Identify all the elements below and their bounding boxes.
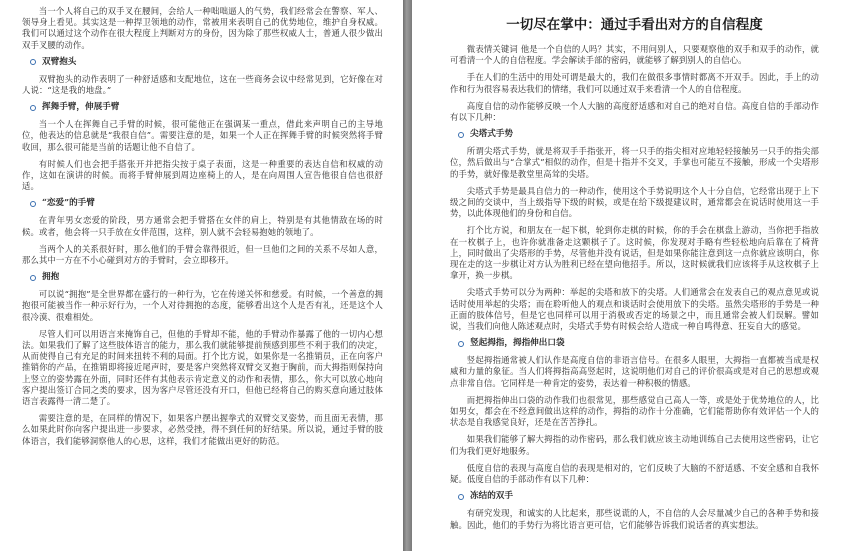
section-heading [30, 102, 383, 113]
paragraph: 需要注意的是，在同样的情况下，如果客户摆出握拳式的双臂交叉姿势，而且面无表情，那么如果此时你向客户提出进一步要求，必然受挫，得不到任何的好结果。所以说，通过手臂的肢体语言，我们能够洞察他人的心思，这样，我们才能做出更好的防范。 [22, 413, 383, 446]
paragraph: 双臂抱头的动作表明了一种舒适感和支配地位，这在一些商务会议中经常见到，它好像在对人说：“这是我的地盘。” [22, 73, 383, 96]
paragraph: 当一个人在挥舞自己手臂的时候，很可能他正在强调某一重点，借此来声明自己的主导地位，他表达的信息就是“我很自信”。需要注意的是，如果一个人正在挥舞手臂的时候突然将手臂收回，那么很可能是当前的话题让他不自信了。 [22, 119, 383, 152]
section-heading-text: 双臂抱头 [42, 56, 77, 67]
section-heading-text: “恋爱”的手臂 [42, 198, 95, 209]
section-heading [458, 338, 819, 349]
bullet-circle-icon [30, 59, 36, 65]
page-title: 一切尽在掌中：通过手看出对方的自信程度 [506, 17, 763, 33]
right-page [412, 0, 843, 551]
section-heading-text: 竖起拇指，拇指伸出口袋 [470, 338, 565, 349]
paragraph: 尖塔式手势是最具自信力的一种动作，使用这个手势说明这个人十分自信，它经常出现于上下级之间的交谈中，当上级指导下级的时候，或是在给下级提建议时，通常都会在说话时使用这一手势，以此体现他们的身份和自信。 [450, 185, 819, 219]
left-page [0, 0, 403, 551]
paragraph: 可以说“拥抱”是全世界都在盛行的一种行为，它在传递关怀和慈爱。有时候，一个善意的拥抱很可能被当作一种示好行为，一个人对待拥抱的态度，能够看出这个人是否有礼，还是这个人很冷漠、很难相处。 [22, 289, 383, 322]
section-heading-text: 拥抱 [42, 272, 60, 283]
paragraph: 有时候人们也会把手搭张开并把指尖按于桌子表面，这是一种重要的表达自信和权威的动作，这如在演讲的时候。而将手臂伸展到周边座椅上的人，是在向周围人宣告他很自信也很舒适。 [22, 158, 383, 192]
paragraph: 如果我们能够了解大拇指的动作密码，那么我们就应该主动地训练自己去使用这些密码，让它们为我们更好地服务。 [450, 434, 819, 456]
paragraph: 在青年男女恋爱的阶段，男方通常会把手臂搭在女伴的肩上，特别是有其他情敌在场的时候。或者，他会将一只手放在女伴范围，这样，别人就不会轻易抱她的领地了。 [22, 215, 383, 237]
bullet-circle-icon [30, 105, 36, 111]
bullet-circle-icon [30, 275, 36, 281]
paragraph: 尖塔式手势可以分为两种：举起的尖塔和放下的尖塔。人们通常会在发表自己的观点意见或说话时使用举起的尖塔；而在聆听他人的观点和谈话时会使用放下的尖塔。虽然尖塔形的手势是一种正面的肢体信号，但是它也同样可以用于消极或否定的场景之中，而且通常会被人们误解。譬如说，当我们向他人陈述观点时，尖塔式手势有时候会给人造成一种自鸣得意、狂妄自大的感觉。 [450, 287, 819, 332]
section-heading [30, 198, 383, 209]
paragraph: 竖起拇指通常被人们认作是高度自信的非语言信号。在很多人眼里，大拇指一直都被当成是权威和力量的象征。当人们将拇指高高竖起时，这说明他们对自己的评价很高或是对自己的思想或观点非常自信。它同样是一种肯定的姿势，表达着一种积极的情感。 [450, 355, 819, 388]
paragraph: 手在人们的生活中的用处可谓是最大的，我们在做很多事情时都离不开双手。因此，手上的动作和行为很容易表达我们的情绪，我们可以通过双手来看清一个人的自信程度。 [450, 72, 819, 94]
section-heading [30, 272, 383, 283]
paragraph: 当一个人将自己的双手叉在腰间，会给人一种咄咄逼人的气势，我们经常会在警察、军人、领导身上看见。其实这是一种捍卫领地的动作，常被用来表明自己的优势地位，维护自身权威。我们可以通过这个动作在很大程度上判断对方的身份，因为除了那些权威人士，普通人很少做出双手叉腰的动作。 [22, 6, 383, 50]
page-gutter [403, 0, 412, 551]
paragraph: 所谓尖塔式手势，就是将双手手指张开，将一只手的指尖相对应地轻轻接触另一只手的指尖部位，然后做出与“合掌式”相似的动作，但是十指并不交叉，手掌也可能互不接触，形成一个尖塔形的手势，就好像是教堂里高耸的尖塔。 [450, 146, 819, 179]
section-heading-text: 尖塔式手势 [470, 129, 513, 140]
paragraph: 微表情关键词 他是一个自信的人吗？其实，不用问别人，只要观察他的双手和双手的动作，就可看清一个人的自信程度。学会解读手部的密码，就能够了解到别人的自信心。 [450, 44, 819, 66]
section-heading [458, 129, 819, 140]
bullet-circle-icon [458, 132, 464, 138]
paragraph: 低度自信的表现与高度自信的表现是相对的，它们反映了大脑的不舒适感、不安全感和自我怀疑。低度自信的手部动作有以下几种： [450, 462, 819, 485]
paragraph: 打个比方说，和朋友在一起下棋，轮到你走棋的时候，你的手会在棋盘上游动，当你把手指放在一枚棋子上，也许你就准备走这颗棋子了。这时候，你发现对手略有些轻松地向后靠在了椅背上，同时做出了尖塔形的手势，尽管他并没有说话，但是如果你能注意到这一点你就应该明白，你现在走的这一步棋让对方认为胜利已经在望向他招手。所以，这时候就我们应该将手从这枚棋子上拿开，换一步棋。 [450, 225, 819, 281]
paragraph: 而把拇指伸出口袋的动作我们也很常见，那些感觉自己高人一等，或是处于优势地位的人，比如男女，都会在不经意间做出这样的动作，拇指的动作十分准确，它们能帮助你有效评估一个人的状态是自我感觉良好，还是在苦苦挣扎。 [450, 394, 819, 428]
section-heading-text: 挥舞手臂，伸展手臂 [42, 102, 120, 113]
paragraph: 有研究发现，和诚实的人比起来，那些说谎的人，不自信的人会尽量减少自己的各种手势和接触。因此，他们的手势行为将比语言更可信，它们能够告诉我们说话者的真实想法。 [450, 508, 819, 530]
bullet-circle-icon [458, 494, 464, 500]
section-heading-text: 冻结的双手 [470, 491, 513, 502]
paragraph: 当两个人的关系很好时，那么他们的手臂会靠得很近，但一旦他们之间的关系不尽如人意，那么其中一方在不小心碰到对方的手臂时，会立即移开。 [22, 243, 383, 266]
paragraph: 尽管人们可以用语言来掩饰自己，但他的手臂却不能，他的手臂动作暴露了他的一切内心想法。如果我们了解了这些肢体语言的能力，那么我们就能够提前预感到那些不利于我们的决定，从而使得自己有充足的时间来扭转不利的局面。打个比方说，如果你是一名推销员，正在向客户推销你的产品，在推销即将接近尾声时，要是客户突然将双臂交叉抱于胸前，而大拇指则保持向上竖立的姿势露在外面，同时还伴有其他表示肯定意义的动作和表情，那么，你大可以放心地向客户提出签订合同之类的要求，因为客户尽管还没有开口，但他已经将自己的购买意向通过肢体语言表露得一清二楚了。 [22, 328, 383, 407]
bullet-circle-icon [30, 201, 36, 207]
paragraph: 高度自信的动作能够反映一个人大脑的高度舒适感和对自己的绝对自信。高度自信的手部动作有以下几种： [450, 100, 819, 123]
section-heading [458, 491, 819, 502]
bullet-circle-icon [458, 341, 464, 347]
section-heading [30, 57, 383, 68]
